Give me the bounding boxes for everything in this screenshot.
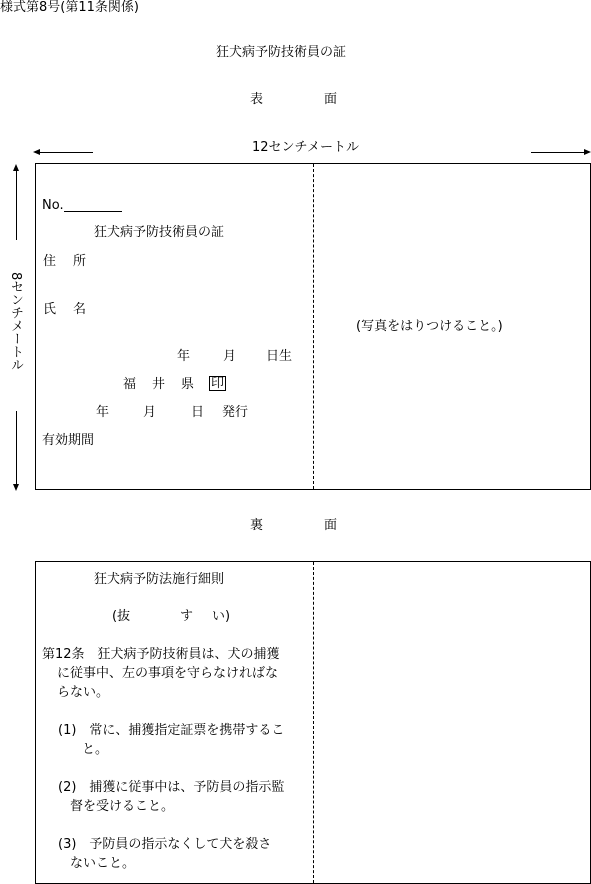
number-field — [64, 199, 122, 212]
prefecture-1: 福 — [123, 377, 137, 392]
issue-label: 発行 — [222, 405, 249, 420]
prefecture-2: 井 — [152, 377, 166, 392]
arrow-left-icon — [33, 149, 40, 155]
item-2-line-2: 督を受けること。 — [70, 799, 175, 814]
number-label-text: No. — [42, 198, 64, 213]
photo-note: (写真をはりつけること。) — [356, 319, 503, 334]
back-card-divider — [313, 562, 314, 883]
width-dimension-line-right — [531, 152, 584, 153]
form-label: 様式第8号(第11条関係) — [0, 0, 139, 15]
item-1-line-1: (1) 常に、捕獲指定証票を携帯するこ — [58, 723, 285, 738]
number-label — [42, 199, 122, 212]
item-3-line-1: (3) 予防員の指示なくして犬を殺さ — [58, 837, 272, 852]
address-label-b: 所 — [73, 254, 87, 269]
seal-stamp: 印 — [211, 376, 225, 391]
birth-year: 年 — [177, 349, 191, 364]
width-dimension-line-left — [38, 152, 93, 153]
item-3-line-2: ないこと。 — [70, 856, 136, 871]
issue-month: 月 — [143, 405, 157, 420]
validity-label: 有効期間 — [42, 433, 95, 448]
arrow-right-icon — [584, 149, 591, 155]
excerpt-open: (抜 — [112, 609, 131, 624]
issue-day: 日 — [191, 405, 205, 420]
item-1-line-2: と。 — [82, 742, 109, 757]
width-label: 12センチメートル — [252, 140, 360, 155]
law-title: 狂犬病予防法施行細則 — [94, 572, 225, 587]
arrow-down-icon — [13, 484, 19, 491]
name-label-a: 氏 — [43, 302, 57, 317]
name-label-b: 名 — [73, 302, 87, 317]
excerpt-mid: す — [180, 609, 194, 624]
front-heading-left: 表 — [250, 92, 264, 107]
article-line-1: 第12条 狂犬病予防技術員は、犬の捕獲 — [42, 647, 280, 662]
prefecture-3: 県 — [181, 377, 195, 392]
birth-day: 日生 — [266, 349, 293, 364]
page-title: 狂犬病予防技術員の証 — [216, 45, 347, 60]
article-line-2: に従事中、左の事項を守らなければな — [57, 666, 279, 681]
card-title: 狂犬病予防技術員の証 — [94, 225, 225, 240]
height-dimension-line-top — [16, 170, 17, 240]
issue-year: 年 — [96, 405, 110, 420]
back-heading-left: 裏 — [250, 518, 264, 533]
birth-month: 月 — [223, 349, 237, 364]
height-label: 8センチメートル — [8, 272, 23, 372]
front-card-divider — [313, 164, 314, 489]
height-dimension-line-bottom — [16, 411, 17, 484]
back-heading-right: 面 — [324, 518, 338, 533]
article-line-3: らない。 — [57, 685, 110, 700]
excerpt-close: い) — [212, 609, 231, 624]
address-label-a: 住 — [43, 254, 57, 269]
front-heading-right: 面 — [324, 92, 338, 107]
item-2-line-1: (2) 捕獲に従事中は、予防員の指示監 — [58, 780, 285, 795]
